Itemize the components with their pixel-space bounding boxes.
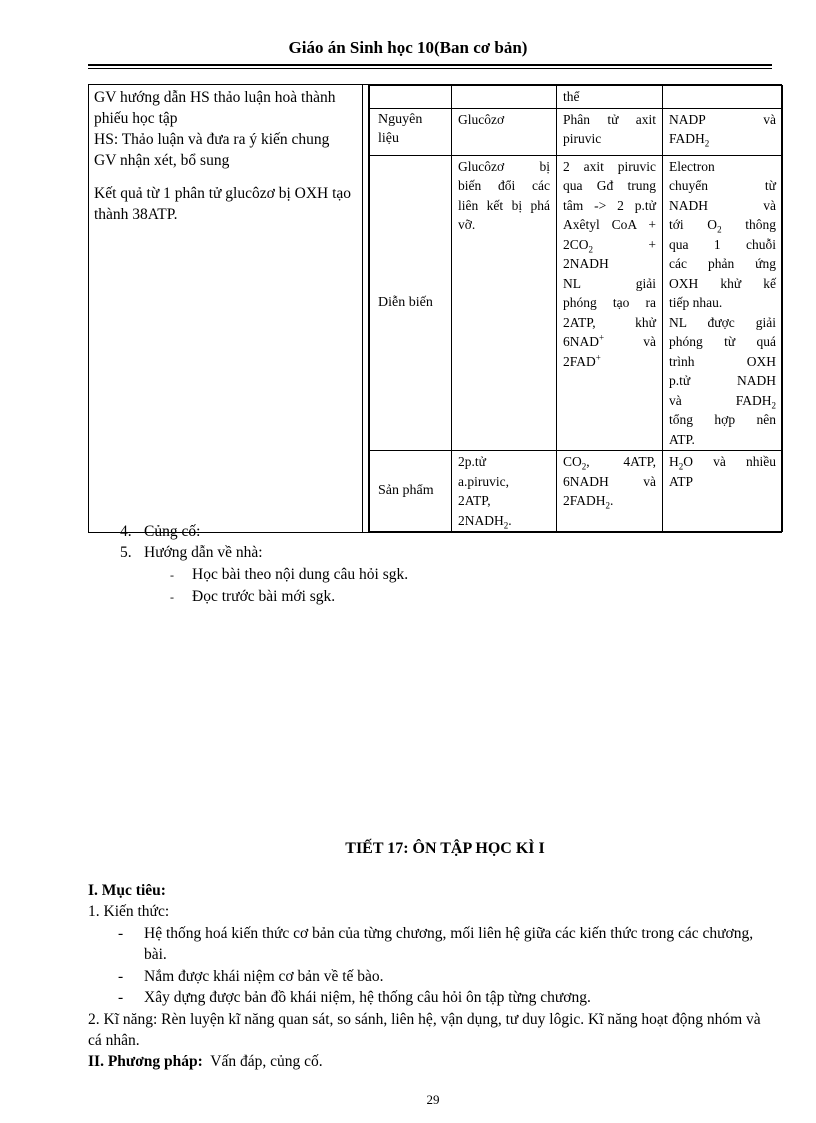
table-cell	[557, 155, 663, 451]
method-paragraph: II. Phương pháp: Vấn đáp, củng cố.	[88, 1053, 323, 1070]
cell-line: liên kết bị phá	[458, 197, 550, 213]
page-header-title: Giáo án Sinh học 10(Ban cơ bản)	[288, 38, 528, 57]
cell-line: 6NAD+ và	[563, 332, 656, 349]
cell-line: 2p.tử	[458, 454, 486, 469]
cell-line: và $FADH_2$	[669, 392, 776, 411]
bullet-dash: -	[170, 568, 174, 582]
cell-line: 2FAD+	[563, 352, 601, 369]
activity-line: HS: Thảo luận và đưa ra ý kiến chung	[94, 131, 330, 148]
cell-line: qua 1 chuỗi	[669, 236, 776, 252]
cell-line: tâm -> 2 p.tử	[563, 197, 656, 213]
cell-line: $2CO_2$ +	[563, 236, 656, 255]
list-item	[120, 542, 263, 563]
cell-line: $2NADH_2$.	[458, 512, 512, 531]
activity-line: GV nhận xét, bổ sung	[94, 152, 230, 169]
row-label-nguyen-lieu: Nguyên liệu	[370, 108, 452, 155]
numbered-list	[120, 521, 263, 563]
list-text: Đọc trước bài mới sgk.	[192, 588, 336, 605]
list-number: 5.	[120, 544, 132, 561]
cell-line: trình OXH	[669, 353, 776, 369]
empty-cell	[452, 86, 557, 109]
cell-line: chuyển từ	[669, 178, 776, 193]
empty-cell	[663, 86, 783, 109]
list-text: Học bài theo nội dung câu hỏi sgk.	[192, 566, 409, 583]
list-text: Hướng dẫn về nhà:	[144, 544, 263, 561]
page-number: 29	[426, 1092, 440, 1107]
activity-line: GV hướng dẫn HS thảo luận hoà thành phiếu học tập	[94, 89, 336, 127]
table-cell	[557, 451, 663, 532]
header-rule-thick	[88, 64, 772, 66]
knowledge-heading: 1. Kiến thức:	[88, 903, 170, 920]
cell-line: OXH khử kế	[669, 275, 776, 291]
table-cell	[663, 155, 783, 451]
lesson-title: TIẾT 17: ÔN TẬP HỌC KÌ I	[345, 840, 545, 857]
cell-line: ATP	[669, 473, 694, 489]
knowledge-text: Nắm được khái niệm cơ bản về tế bào.	[144, 968, 384, 985]
cell-line: a.piruvic,	[458, 473, 509, 489]
cell-line: tiếp nhau.	[669, 295, 723, 310]
cell-line: biến đổi các	[458, 178, 550, 193]
section-heading: I. Mục tiêu:	[88, 882, 166, 899]
table-cell	[452, 451, 557, 532]
teacher-activity-cell	[89, 85, 363, 533]
cell-line: $FADH_2$	[669, 131, 710, 149]
list-item	[170, 564, 408, 586]
knowledge-item: - Xây dựng được bản đồ khái niệm, hệ thống câu hỏi ôn tập từng chương.	[118, 989, 591, 1006]
cell-line: các phản ứng	[669, 256, 776, 271]
cell-line: $CO_2$, 4ATP,	[563, 454, 656, 472]
homework-list	[170, 564, 408, 608]
cell-line: qua Gđ trung	[563, 178, 656, 193]
respiration-stages-table	[369, 85, 783, 532]
cell-line: tổng hợp nên	[669, 412, 776, 427]
cell-line: phóng từ quá	[669, 334, 776, 349]
cell-line: 2NADH	[563, 256, 609, 271]
table-cell	[663, 451, 783, 532]
table-cell	[452, 155, 557, 451]
cell-line: NADP và	[669, 111, 776, 127]
table-cell: Glucôzơ	[452, 108, 557, 155]
lesson-activity-table	[88, 84, 782, 533]
cell-line: 6NADH và	[563, 473, 656, 489]
table-cell: Phân tử axit piruvic	[557, 108, 663, 155]
cell-line: ATP.	[669, 431, 695, 447]
cell-line: 2ATP, khử	[563, 314, 656, 330]
cell-line: tới $O_2$ thông	[669, 217, 776, 235]
comparison-table-cell	[369, 85, 782, 533]
activity-result: Kết quả từ 1 phân tử glucôzơ bị OXH tạo thành 38ATP.	[94, 185, 352, 223]
cell-line: $2FADH_2$.	[563, 493, 614, 511]
cell-line: NL giải	[563, 275, 656, 291]
table-cell	[663, 108, 783, 155]
knowledge-text: Hệ thống hoá kiến thức cơ bản của từng chương, mối liên hệ giữa các kiến thức trong các chương, bài.	[144, 925, 754, 963]
cell-line: p.tử NADH	[669, 373, 776, 388]
cell-line: NADH và	[669, 197, 776, 213]
skills-paragraph: 2. Kĩ năng: Rèn luyện kĩ năng quan sát, so sánh, liên hệ, vận dụng, tư duy lôgic. Kĩ năng hoạt động nhóm và cá nhân.	[88, 1011, 761, 1049]
cell-line: 2ATP,	[458, 493, 491, 508]
cell-line: $H_2O$ và nhiều	[669, 454, 776, 472]
knowledge-text: Xây dựng được bản đồ khái niệm, hệ thống câu hỏi ôn tập từng chương.	[144, 989, 591, 1006]
knowledge-item: - Hệ thống hoá kiến thức cơ bản của từng chương, mối liên hệ giữa các kiến thức trong các chương, bài.	[118, 923, 770, 965]
cell-line: 2 axit piruvic	[563, 158, 656, 174]
row-label-san-pham: Sản phẩm	[370, 451, 452, 532]
table-cell: thể	[557, 86, 663, 109]
list-item	[120, 521, 263, 542]
cell-line: phóng tạo ra	[563, 295, 656, 310]
list-item	[170, 586, 408, 608]
list-number: 4.	[120, 523, 132, 540]
cell-line: Glucôzơ bị	[458, 158, 550, 174]
knowledge-item: - Nắm được khái niệm cơ bản về tế bào.	[118, 968, 384, 985]
cell-line: Electron	[669, 158, 715, 174]
list-text: Củng cố:	[144, 523, 201, 540]
header-rule-thin	[88, 68, 772, 69]
bullet-dash: -	[170, 590, 174, 604]
cell-line: NL được giải	[669, 314, 776, 330]
row-label-dien-bien: Diễn biến	[370, 155, 452, 451]
cell-line: Axêtyl CoA +	[563, 217, 656, 232]
empty-cell	[370, 86, 452, 109]
cell-line: vỡ.	[458, 217, 476, 232]
